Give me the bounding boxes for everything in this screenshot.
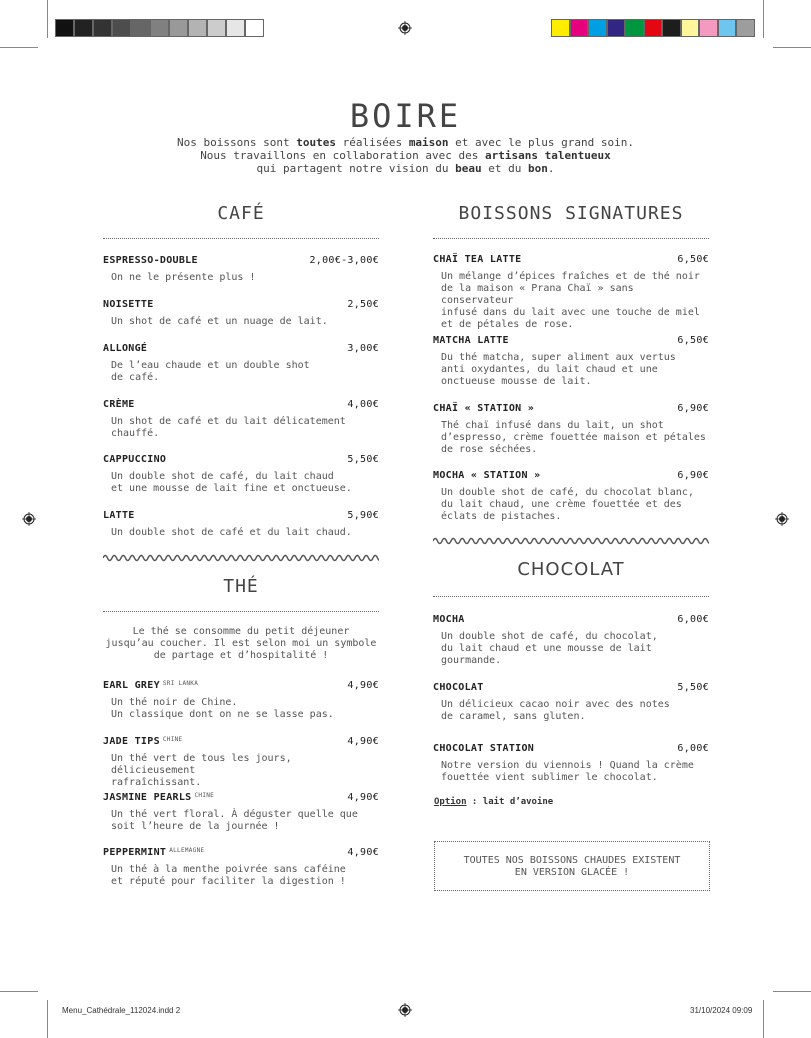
signatures-list — [433, 254, 709, 534]
the-list — [103, 680, 379, 900]
process-swatch — [699, 19, 718, 37]
description-line: anti oxydantes, du lait chaud et une — [441, 364, 658, 375]
description-line: éclats de pistaches. — [441, 511, 562, 522]
menu-item-origin: SRI LANKA — [162, 680, 199, 687]
intro-emphasis: beau — [455, 162, 482, 175]
menu-item — [433, 682, 709, 723]
description-line: et une mousse de lait fine et onctueuse. — [111, 483, 352, 494]
signatures-section — [433, 203, 709, 239]
menu-item-description — [433, 420, 709, 456]
menu-item-title — [433, 335, 509, 346]
menu-item-name: NOISETTE — [103, 299, 154, 310]
menu-item — [433, 403, 709, 456]
menu-item-description — [103, 753, 379, 789]
description-line: Un délicieux cacao noir avec des notes — [441, 699, 670, 710]
menu-item-name: MOCHA — [433, 614, 465, 625]
the-intro — [103, 626, 379, 662]
menu-item-header — [103, 454, 379, 465]
menu-item-title — [103, 736, 182, 747]
gray-swatch — [226, 19, 245, 37]
slug-filename: Menu_Cathédrale_112024.indd 2 — [62, 1006, 181, 1015]
menu-item-description — [433, 631, 709, 667]
process-swatch — [588, 19, 607, 37]
menu-item-price: 6,90€ — [677, 403, 709, 414]
menu-item-header — [103, 847, 379, 858]
description-line: Un double shot de café, du chocolat, — [441, 631, 658, 642]
menu-item-name: JADE TIPS — [103, 736, 160, 747]
description-line: de café. — [111, 372, 160, 383]
gray-swatch — [93, 19, 112, 37]
menu-item-name: CHAÏ « STATION » — [433, 403, 535, 414]
menu-item-title — [103, 510, 135, 521]
description-line: du lait chaud et une mousse de lait — [441, 643, 652, 654]
menu-item-description — [433, 760, 709, 784]
gray-swatch — [207, 19, 226, 37]
dotted-divider — [103, 611, 379, 612]
menu-item — [433, 254, 709, 331]
menu-item-title — [433, 403, 534, 414]
gray-swatch — [131, 19, 150, 37]
dotted-divider — [433, 238, 709, 239]
menu-item-name: CHAÏ TEA LATTE — [433, 254, 522, 265]
intro-text: Nos boissons sont — [176, 136, 297, 149]
section-title-cafe: CAFÉ — [217, 203, 265, 224]
menu-item — [103, 510, 379, 539]
process-swatch — [570, 19, 589, 37]
process-swatch — [736, 19, 755, 37]
menu-item-name: EARL GREY — [103, 680, 160, 691]
menu-item-price: 6,50€ — [677, 254, 709, 265]
registration-mark-icon — [398, 21, 412, 35]
intro-emphasis: toutes — [296, 136, 336, 149]
menu-item-title — [433, 743, 534, 754]
menu-item — [433, 614, 709, 667]
menu-item-description — [103, 527, 379, 539]
description-line: du lait chaud, une crème fouettée et des — [441, 499, 682, 510]
menu-item-title — [103, 454, 166, 465]
menu-item-header — [103, 792, 379, 803]
menu-item-description — [103, 471, 379, 495]
description-line: rafraîchissant. — [111, 777, 202, 788]
description-line: Du thé matcha, super aliment aux vertus — [441, 352, 676, 363]
description-line: Un thé vert floral. À déguster quelle que — [111, 809, 358, 820]
menu-item-price: 2,50€ — [347, 299, 379, 310]
process-swatch — [644, 19, 663, 37]
menu-item-name: CHOCOLAT STATION — [433, 743, 535, 754]
menu-item-description — [103, 360, 379, 384]
menu-item-title — [103, 343, 147, 354]
cafe-section — [103, 203, 379, 239]
description-line: et réputé pour faciliter la digestion ! — [111, 876, 346, 887]
option-label: Option — [434, 797, 467, 807]
menu-item-price: 3,00€ — [347, 343, 379, 354]
iced-note-line: EN VERSION GLACÉE ! — [514, 867, 630, 878]
description-line: d’espresso, crème fouettée maison et pétales — [441, 432, 706, 443]
menu-item-origin: ALLEMAGNE — [169, 847, 205, 854]
menu-item-header — [103, 736, 379, 747]
menu-item — [103, 792, 379, 833]
intro-emphasis: artisans talentueux — [484, 149, 611, 162]
menu-item-name: CHOCOLAT — [433, 682, 484, 693]
menu-item-description — [103, 416, 379, 440]
menu-item-header — [103, 343, 379, 354]
menu-item-header — [433, 254, 709, 265]
intro-text: et avec le plus grand soin. — [448, 136, 634, 149]
description-line: Un shot de café et un nuage de lait. — [111, 316, 328, 327]
intro-text: et du — [481, 162, 529, 175]
menu-item-header — [433, 470, 709, 481]
menu-item-header — [433, 743, 709, 754]
menu-item-header — [433, 682, 709, 693]
the-intro-line: de partage et d’hospitalité ! — [153, 650, 329, 661]
menu-item-price: 6,00€ — [677, 743, 709, 754]
menu-item-name: PEPPERMINT — [103, 847, 167, 858]
intro-text: réalisées — [335, 136, 409, 149]
menu-item — [103, 736, 379, 789]
menu-item-header — [103, 299, 379, 310]
page-title: BOIRE — [349, 97, 462, 135]
menu-item-price: 4,90€ — [347, 847, 379, 858]
menu-item-name: CRÈME — [103, 399, 135, 410]
option-line — [434, 797, 553, 807]
iced-note-box — [434, 841, 710, 891]
registration-mark-icon — [22, 512, 36, 526]
menu-item-price: 4,90€ — [347, 792, 379, 803]
menu-item-title — [103, 399, 135, 410]
description-line: Notre version du viennois ! Quand la crème — [441, 760, 694, 771]
gray-swatch — [112, 19, 131, 37]
menu-item-title — [433, 614, 465, 625]
menu-item — [103, 299, 379, 328]
menu-item-header — [103, 680, 379, 691]
section-title-chocolat: CHOCOLAT — [517, 559, 625, 580]
menu-item — [103, 454, 379, 495]
gray-swatch — [188, 19, 207, 37]
menu-item-description — [103, 864, 379, 888]
menu-item-description — [433, 271, 709, 331]
gray-swatch — [55, 19, 74, 37]
process-swatch — [662, 19, 681, 37]
menu-item-price: 4,00€ — [347, 399, 379, 410]
gray-swatch — [74, 19, 93, 37]
cafe-list — [103, 255, 379, 545]
the-intro-line: Le thé se consomme du petit déjeuner — [132, 626, 350, 637]
menu-item-title — [433, 254, 522, 265]
description-line: gourmande. — [441, 655, 502, 666]
menu-item — [433, 743, 709, 784]
menu-item-title — [103, 299, 154, 310]
menu-item-price: 5,90€ — [347, 510, 379, 521]
gray-swatch — [169, 19, 188, 37]
intro-emphasis: maison — [408, 136, 449, 149]
intro-text: qui partagent notre vision du — [256, 162, 456, 175]
description-line: Un mélange d’épices fraîches et de thé noir — [441, 271, 700, 282]
menu-item-name: MOCHA « STATION » — [433, 470, 541, 481]
menu-item — [103, 255, 379, 284]
description-line: Thé chaï infusé dans du lait, un shot — [441, 420, 664, 431]
description-line: et de pétales de rose. — [441, 319, 574, 330]
dotted-divider — [103, 238, 379, 239]
menu-item — [433, 470, 709, 523]
description-line: de caramel, sans gluten. — [441, 711, 586, 722]
description-line: Un shot de café et du lait délicatement — [111, 416, 346, 427]
menu-item — [103, 680, 379, 721]
intro-text: . — [547, 162, 555, 175]
menu-item-description — [103, 272, 379, 284]
menu-item-description — [103, 697, 379, 721]
menu-item-origin: CHINE — [194, 792, 215, 799]
slug-date: 31/10/2024 09:09 — [690, 1006, 753, 1015]
dotted-divider — [433, 596, 709, 597]
menu-item-header — [103, 255, 379, 266]
description-line: Un double shot de café, du chocolat blanc, — [441, 487, 694, 498]
gray-swatch — [150, 19, 169, 37]
wave-divider — [103, 553, 379, 563]
chocolat-list — [433, 614, 709, 794]
registration-mark-icon — [398, 1003, 412, 1017]
description-line: fouettée vient sublimer le chocolat. — [441, 772, 658, 783]
menu-item — [103, 343, 379, 384]
intro-text: Nous travaillons en collaboration avec des — [200, 149, 485, 162]
menu-item-price: 5,50€ — [677, 682, 709, 693]
process-swatch — [718, 19, 737, 37]
menu-item-price: 6,00€ — [677, 614, 709, 625]
description-line: Un thé vert de tous les jours, délicieusement — [111, 753, 292, 776]
menu-item-header — [103, 510, 379, 521]
menu-item — [103, 399, 379, 440]
description-line: De l’eau chaude et un double shot — [111, 360, 310, 371]
description-line: Un double shot de café, du lait chaud — [111, 471, 334, 482]
menu-item-header — [103, 399, 379, 410]
menu-item-name: CAPPUCCINO — [103, 454, 167, 465]
menu-item-price: 4,90€ — [347, 680, 379, 691]
menu-item-title — [433, 470, 540, 481]
description-line: infusé dans du lait avec une touche de miel — [441, 307, 700, 318]
menu-item-description — [433, 352, 709, 388]
menu-item-description — [103, 316, 379, 328]
menu-item-price: 5,50€ — [347, 454, 379, 465]
description-line: Un classique dont on ne se lasse pas. — [111, 709, 334, 720]
description-line: chauffé. — [111, 428, 160, 439]
description-line: On ne le présente plus ! — [111, 272, 256, 283]
the-intro-line: jusqu’au coucher. Il est selon moi un symbole — [105, 638, 377, 649]
section-title-the: THÉ — [223, 576, 259, 597]
menu-item-name: ESPRESSO-DOUBLE — [103, 255, 198, 266]
wave-divider — [433, 536, 709, 546]
menu-item-title — [103, 792, 214, 803]
menu-item-description — [433, 699, 709, 723]
menu-item-name: MATCHA LATTE — [433, 335, 509, 346]
menu-item-price: 6,90€ — [677, 470, 709, 481]
menu-item-header — [433, 614, 709, 625]
menu-item-price: 2,00€-3,00€ — [309, 255, 379, 266]
menu-item-name: ALLONGÉ — [103, 343, 148, 354]
menu-item-description — [103, 809, 379, 833]
menu-item-title — [103, 680, 198, 691]
menu-item-title — [433, 682, 484, 693]
the-section — [103, 576, 379, 662]
process-swatch — [681, 19, 700, 37]
description-line: de la maison « Prana Chaï » sans conservateur — [441, 283, 634, 306]
chocolat-section — [433, 559, 709, 597]
process-swatch — [607, 19, 626, 37]
menu-item-header — [433, 335, 709, 346]
iced-note-line: TOUTES NOS BOISSONS CHAUDES EXISTENT — [463, 855, 681, 866]
menu-item-price: 4,90€ — [347, 736, 379, 747]
registration-mark-icon — [775, 512, 789, 526]
description-line: Un double shot de café et du lait chaud. — [111, 527, 352, 538]
menu-item-origin: CHINE — [162, 736, 183, 743]
menu-item-header — [433, 403, 709, 414]
description-line: Un thé à la menthe poivrée sans caféine — [111, 864, 346, 875]
description-line: Un thé noir de Chine. — [111, 697, 238, 708]
process-swatch — [551, 19, 570, 37]
menu-item — [103, 847, 379, 888]
menu-item-price: 6,50€ — [677, 335, 709, 346]
menu-item-title — [103, 255, 198, 266]
intro-emphasis: bon — [528, 162, 548, 175]
gray-swatch — [245, 19, 264, 37]
menu-item-description — [433, 487, 709, 523]
menu-item-name: JASMINE PEARLS — [103, 792, 192, 803]
description-line: soit l’heure de la journée ! — [111, 821, 280, 832]
intro-text — [120, 136, 691, 175]
section-title-signatures: BOISSONS SIGNATURES — [458, 203, 684, 224]
menu-item-name: LATTE — [103, 510, 135, 521]
description-line: onctueuse mousse de lait. — [441, 376, 592, 387]
menu-item — [433, 335, 709, 388]
process-swatch — [625, 19, 644, 37]
option-text: : lait d’avoine — [466, 797, 554, 807]
menu-item-title — [103, 847, 204, 858]
description-line: de rose séchées. — [441, 444, 538, 455]
